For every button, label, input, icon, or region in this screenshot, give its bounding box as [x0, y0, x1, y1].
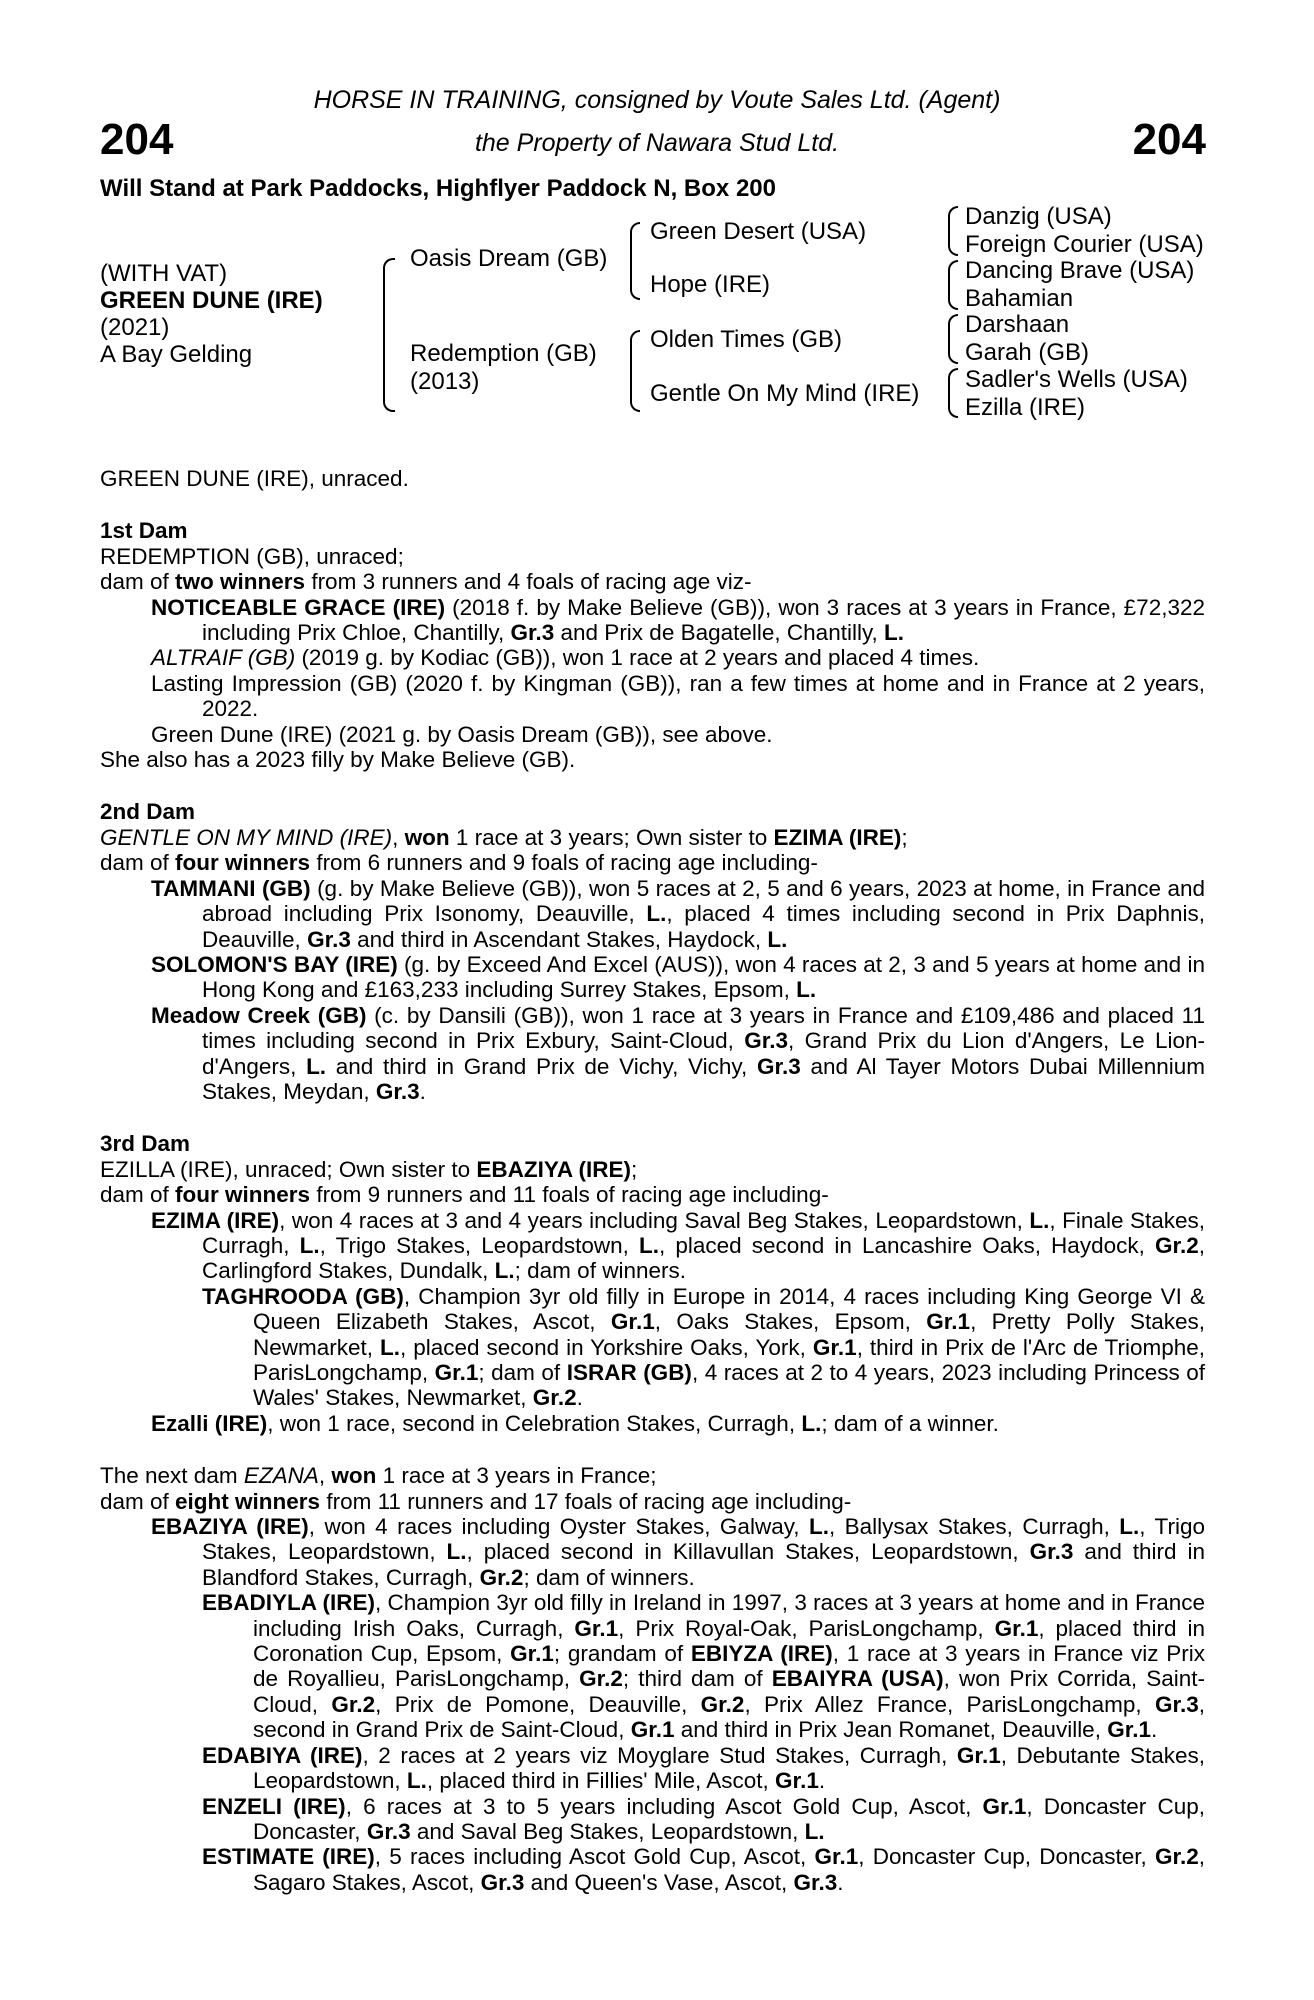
- sdd: Bahamian: [965, 285, 1074, 312]
- dss: Darshaan: [965, 311, 1070, 338]
- brace-ds: [948, 314, 958, 364]
- intro-line: GREEN DUNE (IRE), unraced.: [100, 466, 409, 491]
- third-dam-produce-line: dam of four winners from 9 runners and 11 foals of racing age including-: [100, 1182, 829, 1208]
- next-dam-line: The next dam EZANA, won 1 race at 3 years in France;: [100, 1463, 657, 1489]
- sire: Oasis Dream (GB): [410, 245, 608, 272]
- horse-name: GREEN DUNE (IRE): [100, 287, 323, 314]
- produce-solomons-bay: SOLOMON'S BAY (IRE) (g. by Exceed And Excel (AUS)), won 4 races at 2, 3 and 5 years at home and in Hong Kong and £163,233 including Surrey Stakes, Epsom, L.: [151, 951, 1205, 1003]
- lot-number-left: 204: [100, 115, 174, 164]
- dam-dam: Gentle On My Mind (IRE): [650, 380, 920, 407]
- stand-location: Will Stand at Park Paddocks, Highflyer Paddock N, Box 200: [100, 175, 776, 202]
- produce-green-dune: Green Dune (IRE) (2021 g. by Oasis Dream (GB)), see above.: [151, 721, 773, 747]
- next-dam-produce-line: dam of eight winners from 11 runners and 17 foals of racing age including-: [100, 1488, 852, 1514]
- brace-dam: [630, 330, 640, 412]
- lot-number-right: 204: [1132, 115, 1206, 164]
- sss: Danzig (USA): [965, 203, 1112, 230]
- first-dam-produce-line: dam of two winners from 3 runners and 4 foals of racing age viz-: [100, 569, 752, 595]
- produce-meadow-creek: Meadow Creek (GB) (c. by Dansili (GB)), won 1 race at 3 years in France and £109,486 and placed 11 times including second in Prix Exbury, Saint-Cloud, Gr.3, Grand Prix du Lion d'Angers, Le Lion-d'Angers, L. and third in Grand Prix de Vichy, Vichy, Gr.3 and Al Tayer Motors Dubai Millennium Stakes, Meydan, Gr.3.: [151, 1002, 1205, 1104]
- vat-note: (WITH VAT): [100, 260, 228, 287]
- produce-edabiya: EDABIYA (IRE), 2 races at 2 years viz Moyglare Stud Stakes, Curragh, Gr.1, Debutante Stakes, Leopardstown, L., placed third in Fillies' Mile, Ascot, Gr.1.: [202, 1742, 1206, 1794]
- second-dam-produce-line: dam of four winners from 6 runners and 9 foals of racing age including-: [100, 850, 818, 876]
- horse-year: (2021): [100, 314, 170, 341]
- produce-enzeli: ENZELI (IRE), 6 races at 3 to 5 years including Ascot Gold Cup, Ascot, Gr.1, Doncaster Cup, Doncaster, Gr.3 and Saval Beg Stakes, Leopardstown, L.: [202, 1793, 1206, 1844]
- property-line: the Property of Nawara Stud Ltd.: [474, 129, 840, 157]
- produce-ebadiyla: EBADIYLA (IRE), Champion 3yr old filly in Ireland in 1997, 3 races at 3 years at home and in France including Irish Oaks, Curragh, Gr.1, Prix Royal-Oak, ParisLongchamp, Gr.1, placed third in Coronation Cup, Epsom, Gr.1; grandam of EBIYZA (IRE), 1 race at 3 years in France viz Prix de Royallieu, ParisLongchamp, Gr.2; third dam of EBAIYRA (USA), won Prix Corrida, Saint-Cloud, Gr.2, Prix de Pomone, Deauville, Gr.2, Prix Allez France, ParisLongchamp, Gr.3, second in Grand Prix de Saint-Cloud, Gr.1 and third in Prix Jean Romanet, Deauville, Gr.1.: [202, 1590, 1206, 1743]
- produce-lasting-impression: Lasting Impression (GB) (2020 f. by Kingman (GB)), ran a few times at home and in France at 2 years, 2022.: [151, 670, 1205, 722]
- dds: Sadler's Wells (USA): [965, 366, 1188, 393]
- dam: Redemption (GB): [410, 340, 597, 367]
- produce-altraif: ALTRAIF (GB) (2019 g. by Kodiac (GB)), won 1 race at 2 years and placed 4 times.: [151, 645, 980, 671]
- horse-description: A Bay Gelding: [100, 341, 253, 368]
- produce-noticeable-grace: NOTICEABLE GRACE (IRE) (2018 f. by Make Believe (GB)), won 3 races at 3 years in France, £72,322 including Prix Chloe, Chantilly, Gr.3 and Prix de Bagatelle, Chantilly, L.: [151, 594, 1205, 646]
- produce-taghrooda: TAGHROODA (GB), Champion 3yr old filly in Europe in 2014, 4 races including King George VI & Queen Elizabeth Stakes, Ascot, Gr.1, Oaks Stakes, Epsom, Gr.1, Pretty Polly Stakes, Newmarket, L., placed second in Yorkshire Oaks, York, Gr.1, third in Prix de l'Arc de Triomphe, ParisLongchamp, Gr.1; dam of ISRAR (GB), 4 races at 2 to 4 years, 2023 including Princess of Wales' Stakes, Newmarket, Gr.2.: [202, 1283, 1206, 1411]
- sire-dam: Hope (IRE): [650, 271, 771, 298]
- produce-ezima: EZIMA (IRE), won 4 races at 3 and 4 years including Saval Beg Stakes, Leopardstown, L., Finale Stakes, Curragh, L., Trigo Stakes, Leopardstown, L., placed second in Lancashire Oaks, Haydock, Gr.2, Carlingford Stakes, Dundalk, L.; dam of winners.: [151, 1207, 1206, 1284]
- first-dam-heading: 1st Dam: [100, 518, 188, 544]
- produce-ezalli: Ezalli (IRE), won 1 race, second in Celebration Stakes, Curragh, L.; dam of a winner.: [151, 1410, 999, 1436]
- catalogue-body: [100, 466, 1205, 1895]
- ddd: Ezilla (IRE): [965, 394, 1086, 421]
- brace-ss: [948, 206, 958, 256]
- dam-year: (2013): [410, 368, 480, 395]
- consignor-line: HORSE IN TRAINING, consigned by Voute Sales Ltd. (Agent): [313, 86, 1001, 114]
- ssd: Foreign Courier (USA): [965, 231, 1204, 258]
- second-dam-line: GENTLE ON MY MIND (IRE), won 1 race at 3 years; Own sister to EZIMA (IRE);: [100, 824, 908, 850]
- first-dam-line: REDEMPTION (GB), unraced;: [100, 543, 404, 569]
- third-dam-heading: 3rd Dam: [100, 1131, 191, 1157]
- brace-sire: [630, 222, 640, 300]
- sds: Dancing Brave (USA): [965, 257, 1195, 284]
- dsd: Garah (GB): [965, 339, 1090, 366]
- brace-sd: [948, 260, 958, 310]
- produce-tammani: TAMMANI (GB) (g. by Make Believe (GB)), won 5 races at 2, 5 and 6 years, 2023 at home, in France and abroad including Prix Isonomy, Deauville, L., placed 4 times including second in Prix Daphnis, Deauville, Gr.3 and third in Ascendant Stakes, Haydock, L.: [151, 875, 1206, 952]
- brace-dd: [948, 368, 958, 418]
- sire-sire: Green Desert (USA): [650, 218, 867, 245]
- third-dam-line: EZILLA (IRE), unraced; Own sister to EBAZIYA (IRE);: [100, 1156, 638, 1182]
- produce-ebaziya: EBAZIYA (IRE), won 4 races including Oyster Stakes, Galway, L., Ballysax Stakes, Curragh, L., Trigo Stakes, Leopardstown, L., placed second in Killavullan Stakes, Leopardstown, Gr.3 and third in Blandford Stakes, Curragh, Gr.2; dam of winners.: [151, 1514, 1206, 1590]
- second-dam-heading: 2nd Dam: [100, 799, 196, 825]
- produce-2023-filly: She also has a 2023 filly by Make Believe (GB).: [100, 747, 576, 773]
- dam-sire: Olden Times (GB): [650, 326, 843, 353]
- produce-estimate: ESTIMATE (IRE), 5 races including Ascot Gold Cup, Ascot, Gr.1, Doncaster Cup, Doncaster, Gr.2, Sagaro Stakes, Ascot, Gr.3 and Queen's Vase, Ascot, Gr.3.: [202, 1844, 1206, 1895]
- brace-main: [383, 258, 395, 412]
